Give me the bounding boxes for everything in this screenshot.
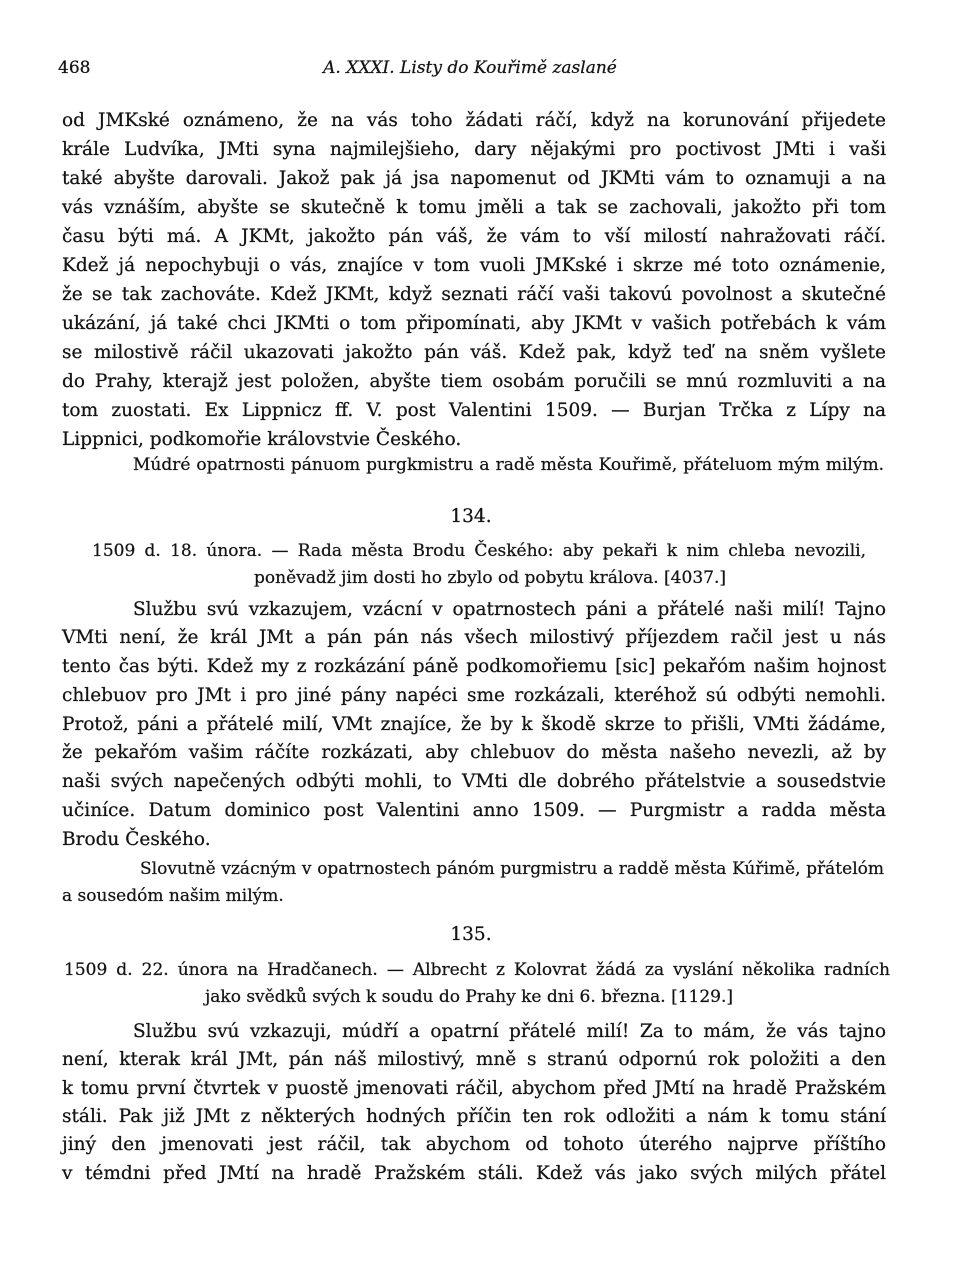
letter-address bbox=[62, 856, 884, 910]
letter-regest bbox=[64, 957, 890, 984]
text-line: stáli. Pak již JMt z některých hodných příčin ten rok odložiti a nám k tomu stání bbox=[62, 1106, 886, 1128]
text-line: také abyšte darovali. Jakož pak já jsa napomenut od JKMti vám to oznamuji a na bbox=[62, 167, 886, 189]
letter-body bbox=[62, 596, 886, 855]
page-number: 468 bbox=[58, 58, 91, 78]
text-line: krále Ludvíka, JMti syna najmilejšieho, dary nějakými pro poctivost JMti i vaši bbox=[62, 138, 886, 160]
text-line: že se tak zachováte. Kdež JKMt, když seznati ráčí vaši takovú povolnost a skutečné bbox=[62, 283, 886, 305]
text-line: naši svých napečených odbýti mohli, to VMti dle dobrého přátelstvie a sousedstvie bbox=[62, 771, 886, 793]
text-line: tento čas býti. Kdež my z rozkázání páně podkomořiemu [sic] pekařóm našim hojnost bbox=[62, 656, 886, 678]
address-line: Slovutně vzácným v opatrnostech pánóm purgmistru a raddě města Kúřimě, přátelóm bbox=[140, 858, 884, 879]
running-title: A. XXXI. Listy do Kouřimě zaslané bbox=[323, 58, 617, 78]
letter-body bbox=[62, 1018, 886, 1188]
text-line: času býti má. A JKMt, jakožto pán váš, že vám to vší milostí nahražovati ráčí. bbox=[62, 225, 886, 247]
letter-address bbox=[133, 452, 884, 479]
text-line: Kdež já nepochybuji o vás, znajíce v tom vuoli JMKské i skrze mé toto oznámenie, bbox=[62, 254, 886, 276]
text-line: se milostivě ráčil ukazovati jakožto pán váš. Kdež pak, když teď na sněm vyšlete bbox=[62, 341, 886, 363]
text-line: Brodu Českého. bbox=[62, 828, 211, 850]
text-line: ukázání, já také chci JKMti o tom připomínati, aby JKMt v vašich potřebách k vám bbox=[62, 312, 886, 334]
regest-line: 1509 d. 18. února. — Rada města Brodu Českého: aby pekaři k nim chleba nevozili, bbox=[92, 540, 866, 561]
text-line: učiníce. Datum dominico post Valentini anno 1509. — Purgmistr a radda města bbox=[62, 799, 886, 821]
letter-number: 135. bbox=[450, 924, 492, 945]
text-line: v témdni před JMtí na hradě Pražském stáli. Kdež vás jako svých milých přátel bbox=[62, 1162, 886, 1184]
text-line: Službu svú vzkazuji, múdří a opatrní přátelé milí! Za to mám, že vás tajno bbox=[133, 1020, 886, 1042]
text-line: Lippnici, podkomořie královstvie Českého. bbox=[62, 428, 462, 450]
text-line: VMti není, že král JMt a pán pán nás všech milostivý příjezdem račil jest u nás bbox=[62, 627, 886, 649]
text-line: že pekařóm vašim ráčíte rozkázati, aby chlebuov do města našeho nevezli, až by bbox=[62, 742, 886, 764]
text-line: jiný den jmenovati jest ráčil, tak abychom od tohoto úterého najprve příštího bbox=[62, 1134, 886, 1156]
regest-line: jako svědků svých k soudu do Prahy ke dni 6. března. [1129.] bbox=[204, 986, 733, 1007]
text-line: chlebuov pro JMt i pro jiné pány napéci sme rozkázali, kteréhož sú odbýti nemohli. bbox=[62, 684, 886, 706]
regest-line: 1509 d. 22. února na Hradčanech. — Albrecht z Kolovrat žádá za vyslání několika radních bbox=[64, 959, 890, 980]
text-line: k tomu první čtvrtek v puostě jmenovati ráčil, abychom před JMtí na hradě Pražském bbox=[62, 1077, 886, 1099]
letter-regest bbox=[62, 984, 876, 1011]
letter-regest bbox=[92, 538, 866, 565]
text-line: není, kterak král JMt, pán náš milostivý, mně s stranú odpornú rok položiti a den bbox=[62, 1049, 886, 1071]
letter-continuation-text bbox=[62, 106, 886, 454]
text-line: od JMKské oznámeno, že na vás toho žádati ráčí, když na korunování přijedete bbox=[62, 109, 886, 131]
regest-line: poněvadž jim dosti ho zbylo od pobytu králova. [4037.] bbox=[254, 567, 726, 588]
text-line: vás vznáším, abyšte se skutečně k tomu jměli a tak se zachovali, jakožto při tom bbox=[62, 196, 886, 218]
text-line: Službu svú vzkazujem, vzácní v opatrnostech páni a přátelé naši milí! Tajno bbox=[133, 598, 886, 620]
letter-regest bbox=[62, 565, 918, 592]
text-line: do Prahy, kterajž jest položen, abyšte tiem osobám poručili se mnú rozmluviti a na bbox=[62, 370, 886, 392]
text-line: Protož, páni a přátelé milí, VMt znajíce, že by k škodě skrze to přišli, VMti žádáme, bbox=[62, 713, 886, 735]
text-line: tom zuostati. Ex Lippnicz ff. V. post Valentini 1509. — Burjan Trčka z Lípy na bbox=[62, 399, 886, 421]
letter-number: 134. bbox=[450, 506, 492, 527]
address-line: a sousedóm našim milým. bbox=[62, 885, 284, 906]
address-line: Múdré opatrnosti pánuom purgkmistru a radě města Kouřimě, přáteluom mým milým. bbox=[133, 454, 884, 475]
